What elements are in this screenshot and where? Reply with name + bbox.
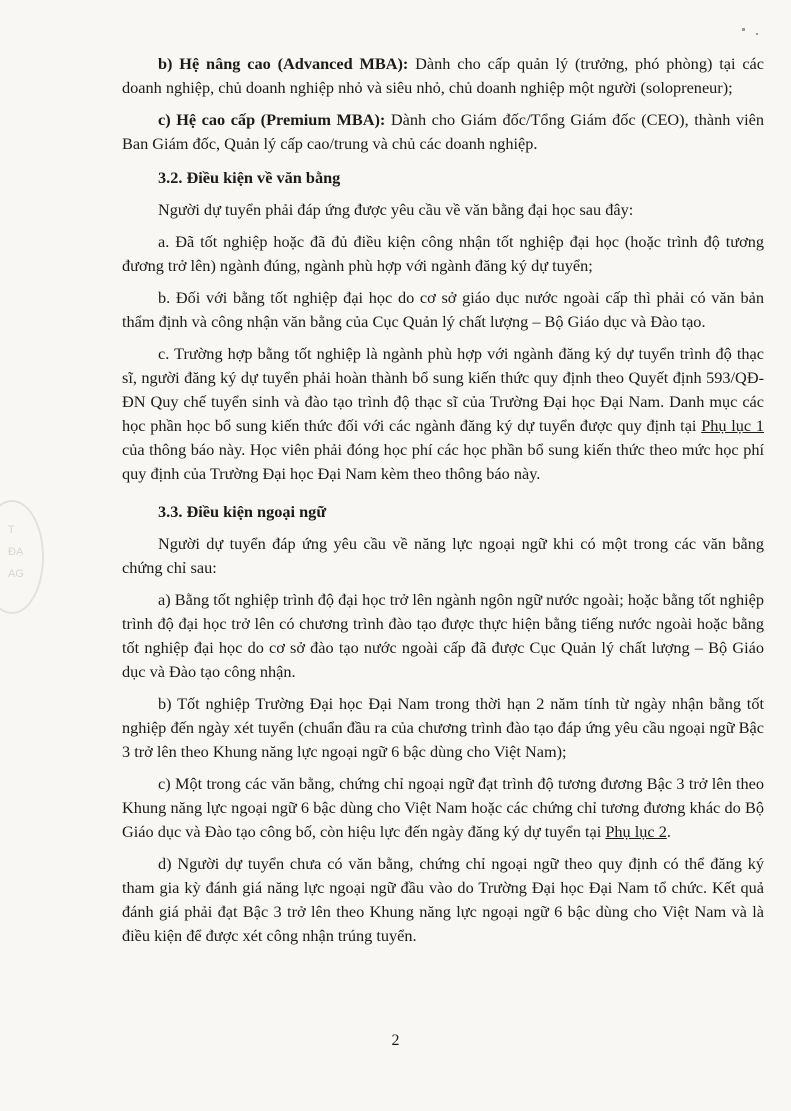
section-heading-3-3: 3.3. Điều kiện ngoại ngữ (158, 502, 327, 521)
advanced-mba-text: Dành cho cấp quản lý (trưởng, phó phòng) tại các doanh nghiệp, chủ doanh nghiệp nhỏ và siêu nhỏ, chủ doanh nghiệp một người (solopreneur); (122, 54, 764, 97)
paragraph-3-3-b: b) Tốt nghiệp Trường Đại học Đại Nam trong thời hạn 2 năm tính từ ngày nhận bằng tốt nghiệp đến ngày xét tuyển (chuẩn đầu ra của chương trình đào tạo đáp ứng yêu cầu ngoại ngữ Bậc 3 trở lên theo Khung năng lực ngoại ngữ 6 bậc dùng cho Việt Nam); (122, 694, 764, 761)
scan-speck (742, 28, 745, 31)
faded-stamp-mark: T ĐẠ AG (0, 500, 44, 614)
scan-speck (756, 33, 758, 35)
section-heading-3-2: 3.2. Điều kiện về văn bằng (158, 168, 341, 187)
paragraph-3-2-b: b. Đối với bằng tốt nghiệp đại học do cơ sở giáo dục nước ngoài cấp thì phải có văn bản thẩm định và công nhận văn bằng của Cục Quản lý chất lượng – Bộ Giáo dục và Đào tạo. (122, 288, 764, 331)
paragraph-3-3-d: d) Người dự tuyển chưa có văn bằng, chứng chỉ ngoại ngữ theo quy định có thể đăng ký tham gia kỳ đánh giá năng lực ngoại ngữ đầu vào do Trường Đại học Đại Nam tổ chức. Kết quả đánh giá phải đạt Bậc 3 trở lên theo Khung năng lực ngoại ngữ 6 bậc dùng cho Việt Nam và là điều kiện để được xét công nhận trúng tuyển. (122, 854, 764, 945)
premium-mba-text: Dành cho Giám đốc/Tổng Giám đốc (CEO), thành viên Ban Giám đốc, Quản lý cấp cao/trung và chủ các doanh nghiệp. (122, 110, 764, 153)
paragraph-3-3-c-text: c) Một trong các văn bằng, chứng chỉ ngoại ngữ đạt trình độ tương đương Bậc 3 trở lên theo Khung năng lực ngoại ngữ 6 bậc dùng cho Việt Nam hoặc các chứng chỉ tương đương khác do Bộ Giáo dục và Đào tạo công bố, còn hiệu lực đến ngày đăng ký dự tuyển tại (122, 774, 764, 841)
paragraph-3-2-c-text-end: của thông báo này. Học viên phải đóng học phí các học phần bổ sung kiến thức theo mức học phí quy định của Trường Đại học Đại Nam kèm theo thông báo này. (122, 440, 764, 483)
paragraph-premium-mba (122, 108, 764, 156)
paragraph-3-3-c (122, 772, 764, 844)
paragraph-3-2-intro: Người dự tuyển phải đáp ứng được yêu cầu về văn bằng đại học sau đây: (158, 200, 634, 219)
paragraph-3-3-c-text-end: . (666, 822, 671, 841)
document-body (122, 52, 764, 948)
appendix-1-reference: Phụ lục 1 (701, 416, 764, 435)
paragraph-3-2-a: a. Đã tốt nghiệp hoặc đã đủ điều kiện công nhận tốt nghiệp đại học (hoặc trình độ tương đương trở lên) ngành đúng, ngành phù hợp với ngành đăng ký dự tuyển; (122, 232, 764, 275)
paragraph-advanced-mba (122, 52, 764, 100)
premium-mba-heading: c) Hệ cao cấp (Premium MBA): (158, 110, 386, 129)
paragraph-3-2-c-text: c. Trường hợp bằng tốt nghiệp là ngành phù hợp với ngành đăng ký dự tuyển trình độ thạc sĩ, người đăng ký dự tuyển phải hoàn thành bổ sung kiến thức quy định theo Quyết định 593/QĐ-ĐN Quy chế tuyển sinh và đào tạo trình độ thạc sĩ của Trường Đại học Đại Nam. Danh mục các học phần học bổ sung kiến thức đối với các ngành đăng ký dự tuyển được quy định tại (122, 344, 764, 435)
page-number: 2 (391, 1032, 400, 1049)
paragraph-3-2-c (122, 342, 764, 486)
advanced-mba-heading: b) Hệ nâng cao (Advanced MBA): (158, 54, 409, 73)
paragraph-3-3-a: a) Bằng tốt nghiệp trình độ đại học trở lên ngành ngôn ngữ nước ngoài; hoặc bằng tốt nghiệp trình độ đại học trở lên có chương trình đào tạo được thực hiện bằng tiếng nước ngoài hoặc bằng tốt nghiệp đại học do cơ sở đào tạo nước ngoài cấp đã được Cục Quản lý chất lượng – Bộ Giáo dục và Đào tạo công nhận. (122, 590, 764, 681)
paragraph-3-3-intro: Người dự tuyển đáp ứng yêu cầu về năng lực ngoại ngữ khi có một trong các văn bằng chứng chỉ sau: (122, 534, 764, 577)
appendix-2-reference: Phụ lục 2 (605, 822, 667, 841)
